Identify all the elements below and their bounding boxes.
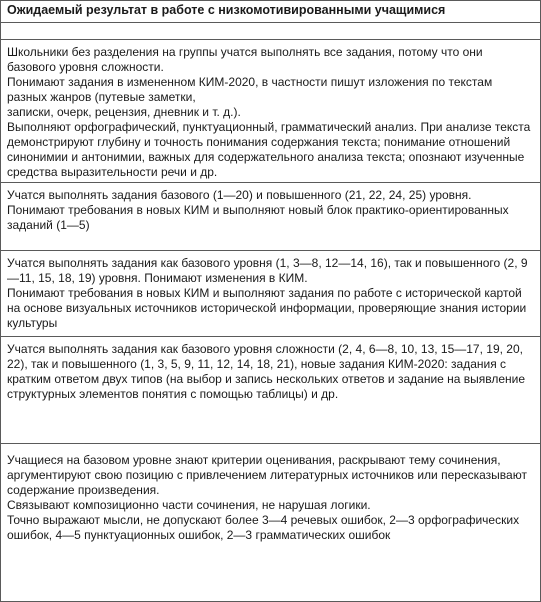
table-row <box>1 337 540 444</box>
row-text: Учащиеся на базовом уровне знают критерии оценивания, раскрывают тему сочинения, аргументируют свою позицию с привлечением литературных источников или пересказывают содержание произведения. <box>7 453 527 497</box>
table-row <box>1 183 540 251</box>
table-header: Ожидаемый результат в работе с низкомотивированными учащимися <box>1 1 540 23</box>
row-text: Школьники без разделения на группы учатся выполнять все задания, потому что они базового уровня сложности. <box>7 45 483 74</box>
row-text: Понимают требования в новых КИМ и выполняют новый блок практико-ориентированных заданий (1—5) <box>7 203 509 232</box>
row-text: Связывают композиционно части сочинения, не нарушая логики. <box>7 498 371 512</box>
row-text: записки, очерк, рецензия, дневник и т. д.). <box>7 105 241 119</box>
row-text: Учатся выполнять задания базового (1—20) и повышенного (21, 22, 24, 25) уровня. <box>7 188 472 202</box>
table-row <box>1 444 540 602</box>
row-text: Понимают задания в измененном КИМ-2020, в частности пишут изложения по текстам разных жанров (путевые заметки, <box>7 75 493 104</box>
row-text: Понимают требования в новых КИМ и выполняют задания по работе с исторической картой на основе визуальных источников исторической информации, проверяющие знания истории культуры <box>7 286 527 330</box>
row-text: Выполняют орфографический, пунктуационный, грамматический анализ. При анализе текста демонстрируют глубину и точность понимания содержания текста; понимание отношений синонимии и антонимии, важных для содержательного анализа текста; опознают изученные средства выразительности речи и др. <box>7 120 531 179</box>
empty-row <box>1 23 540 40</box>
row-text: Учатся выполнять задания как базового уровня (1, 3—8, 12—14, 16), так и повышенного (2, 9—11, 15, 18, 19) уровня. Понимают изменения в КИМ. <box>7 256 528 285</box>
table-row <box>1 251 540 337</box>
row-text: Учатся выполнять задания как базового уровня сложности (2, 4, 6—8, 10, 13, 15—17, 19, 20, 22), так и повышенного (1, 3, 5, 9, 11, 12, 14, 18, 21), новые задания КИМ-2020: задания с кратким ответом двух типов (на выбор и запись нескольких ответов и задание на выявление структурных элементов понятия с помощью таблицы) и др. <box>7 342 526 401</box>
table-row <box>1 40 540 183</box>
row-text: Точно выражают мысли, не допускают более 3—4 речевых ошибок, 2—3 орфографических ошибок, 4—5 пунктуационных ошибок, 2—3 грамматических ошибок <box>7 513 520 542</box>
